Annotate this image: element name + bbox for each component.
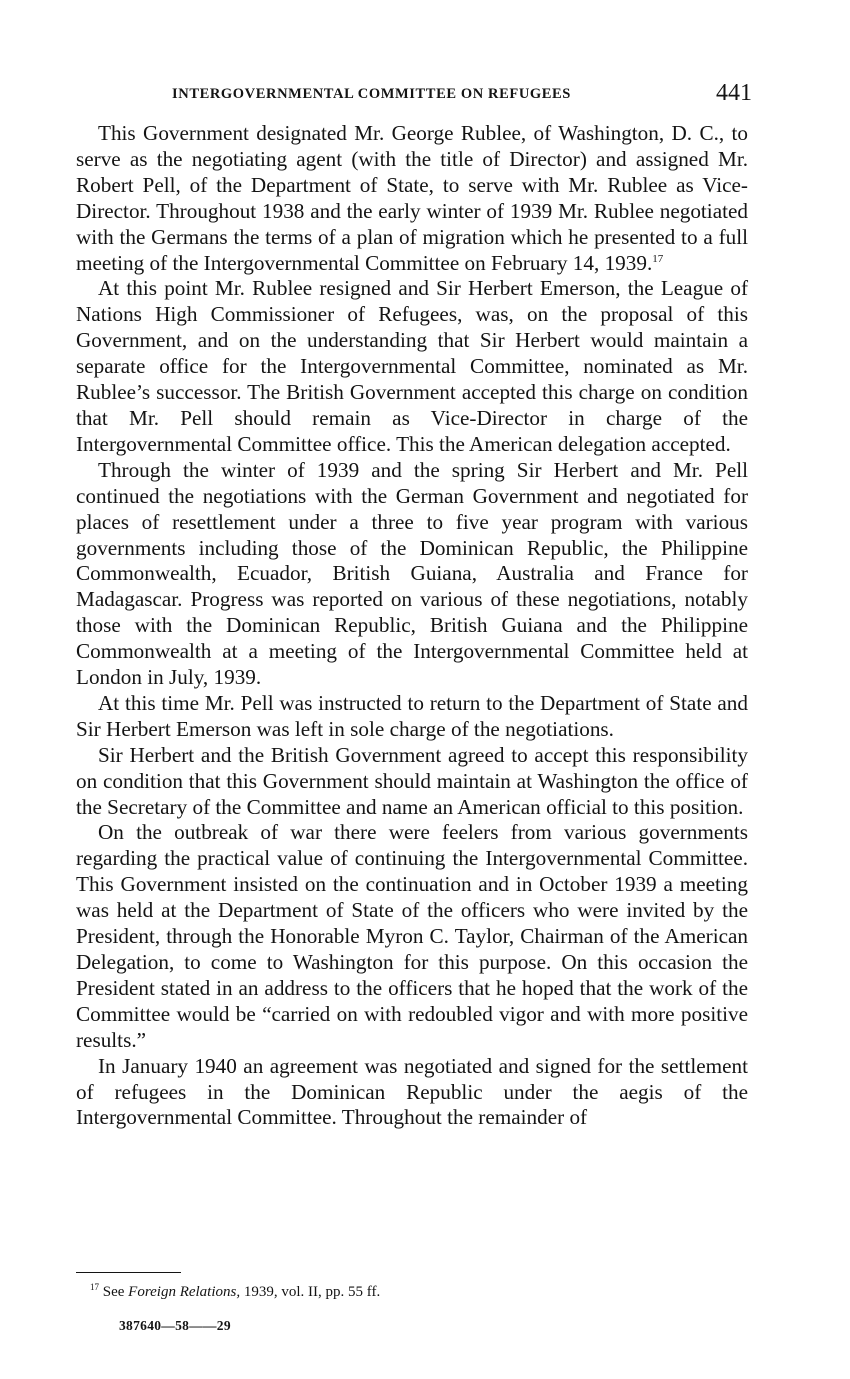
paragraph: At this time Mr. Pell was instructed to return to the Department of State and Sir Herbert Emerson was left in sole charge of the negotiations. [76, 690, 748, 741]
paragraph: At this point Mr. Rublee resigned and Sir Herbert Emerson, the League of Nations High Commissioner of Refugees, was, on the proposal of this Government, and on the understanding that Sir Herbert would maintain a separate office for the Intergovernmental Committee, nominated as Mr. Rublee’s successor. The British Government accepted this charge on condition that Mr. Pell should remain as Vice-Director in charge of the Intergovernmental Committee office. This the American delegation accepted. [76, 276, 748, 456]
paragraph: Sir Herbert and the British Government agreed to accept this responsibility on condition that this Government should maintain at Washington the office of the Secretary of the Committee and name an American official to this position. [76, 742, 748, 819]
footnote-reference: 17 [652, 252, 664, 265]
footnote-rest: 1939, vol. II, pp. 55 ff. [240, 1284, 381, 1300]
paragraph: In January 1940 an agreement was negotiated and signed for the settlement of refugees in the Dominican Republic under the aegis of the Intergovernmental Committee. Throughout the remainder of [76, 1053, 748, 1130]
print-code: 387640—58——29 [119, 1318, 231, 1333]
running-head [76, 80, 752, 110]
footnote-mark: 17 [90, 1282, 99, 1292]
footnote [90, 1284, 380, 1301]
page-number: 441 [716, 80, 752, 106]
paragraph-text: This Government designated Mr. George Rublee, of Washington, D. C., to serve as the negotiating agent (with the title of Director) and assigned Mr. Robert Pell, of the Department of State, to serve with Mr. Rublee as Vice-Director. Throughout 1938 and the early winter of 1939 Mr. Rublee negotiated with the Germans the terms of a plan of migration which he presented to a full meeting of the Intergovernmental Committee on February 14, 1939. [76, 121, 748, 275]
body-text [76, 121, 748, 1131]
footnote-rule [76, 1272, 181, 1273]
paragraph [76, 121, 748, 276]
paragraph: Through the winter of 1939 and the spring Sir Herbert and Mr. Pell continued the negotiations with the German Government and negotiated for places of resettlement under a three to five year program with various governments including those of the Dominican Republic, the Philippine Commonwealth, Ecuador, British Guiana, Australia and France for Madagascar. Progress was reported on various of these negotiations, notably those with the Dominican Republic, British Guiana and the Philippine Commonwealth at a meeting of the Intergovernmental Committee held at London in July, 1939. [76, 457, 748, 690]
footnote-prefix: See [99, 1284, 129, 1300]
running-title: INTERGOVERNMENTAL COMMITTEE ON REFUGEES [172, 86, 571, 102]
paragraph: On the outbreak of war there were feelers from various governments regarding the practical value of continuing the Intergovernmental Committee. This Government insisted on the continuation and in October 1939 a meeting was held at the Department of State of the officers who were invited by the President, through the Honorable Myron C. Taylor, Chairman of the American Delegation, to come to Washington for this purpose. On this occasion the President stated in an address to the officers that he hoped that the work of the Committee would be “carried on with redoubled vigor and with more positive results.” [76, 820, 748, 1052]
footnote-title: Foreign Relations, [128, 1284, 241, 1300]
